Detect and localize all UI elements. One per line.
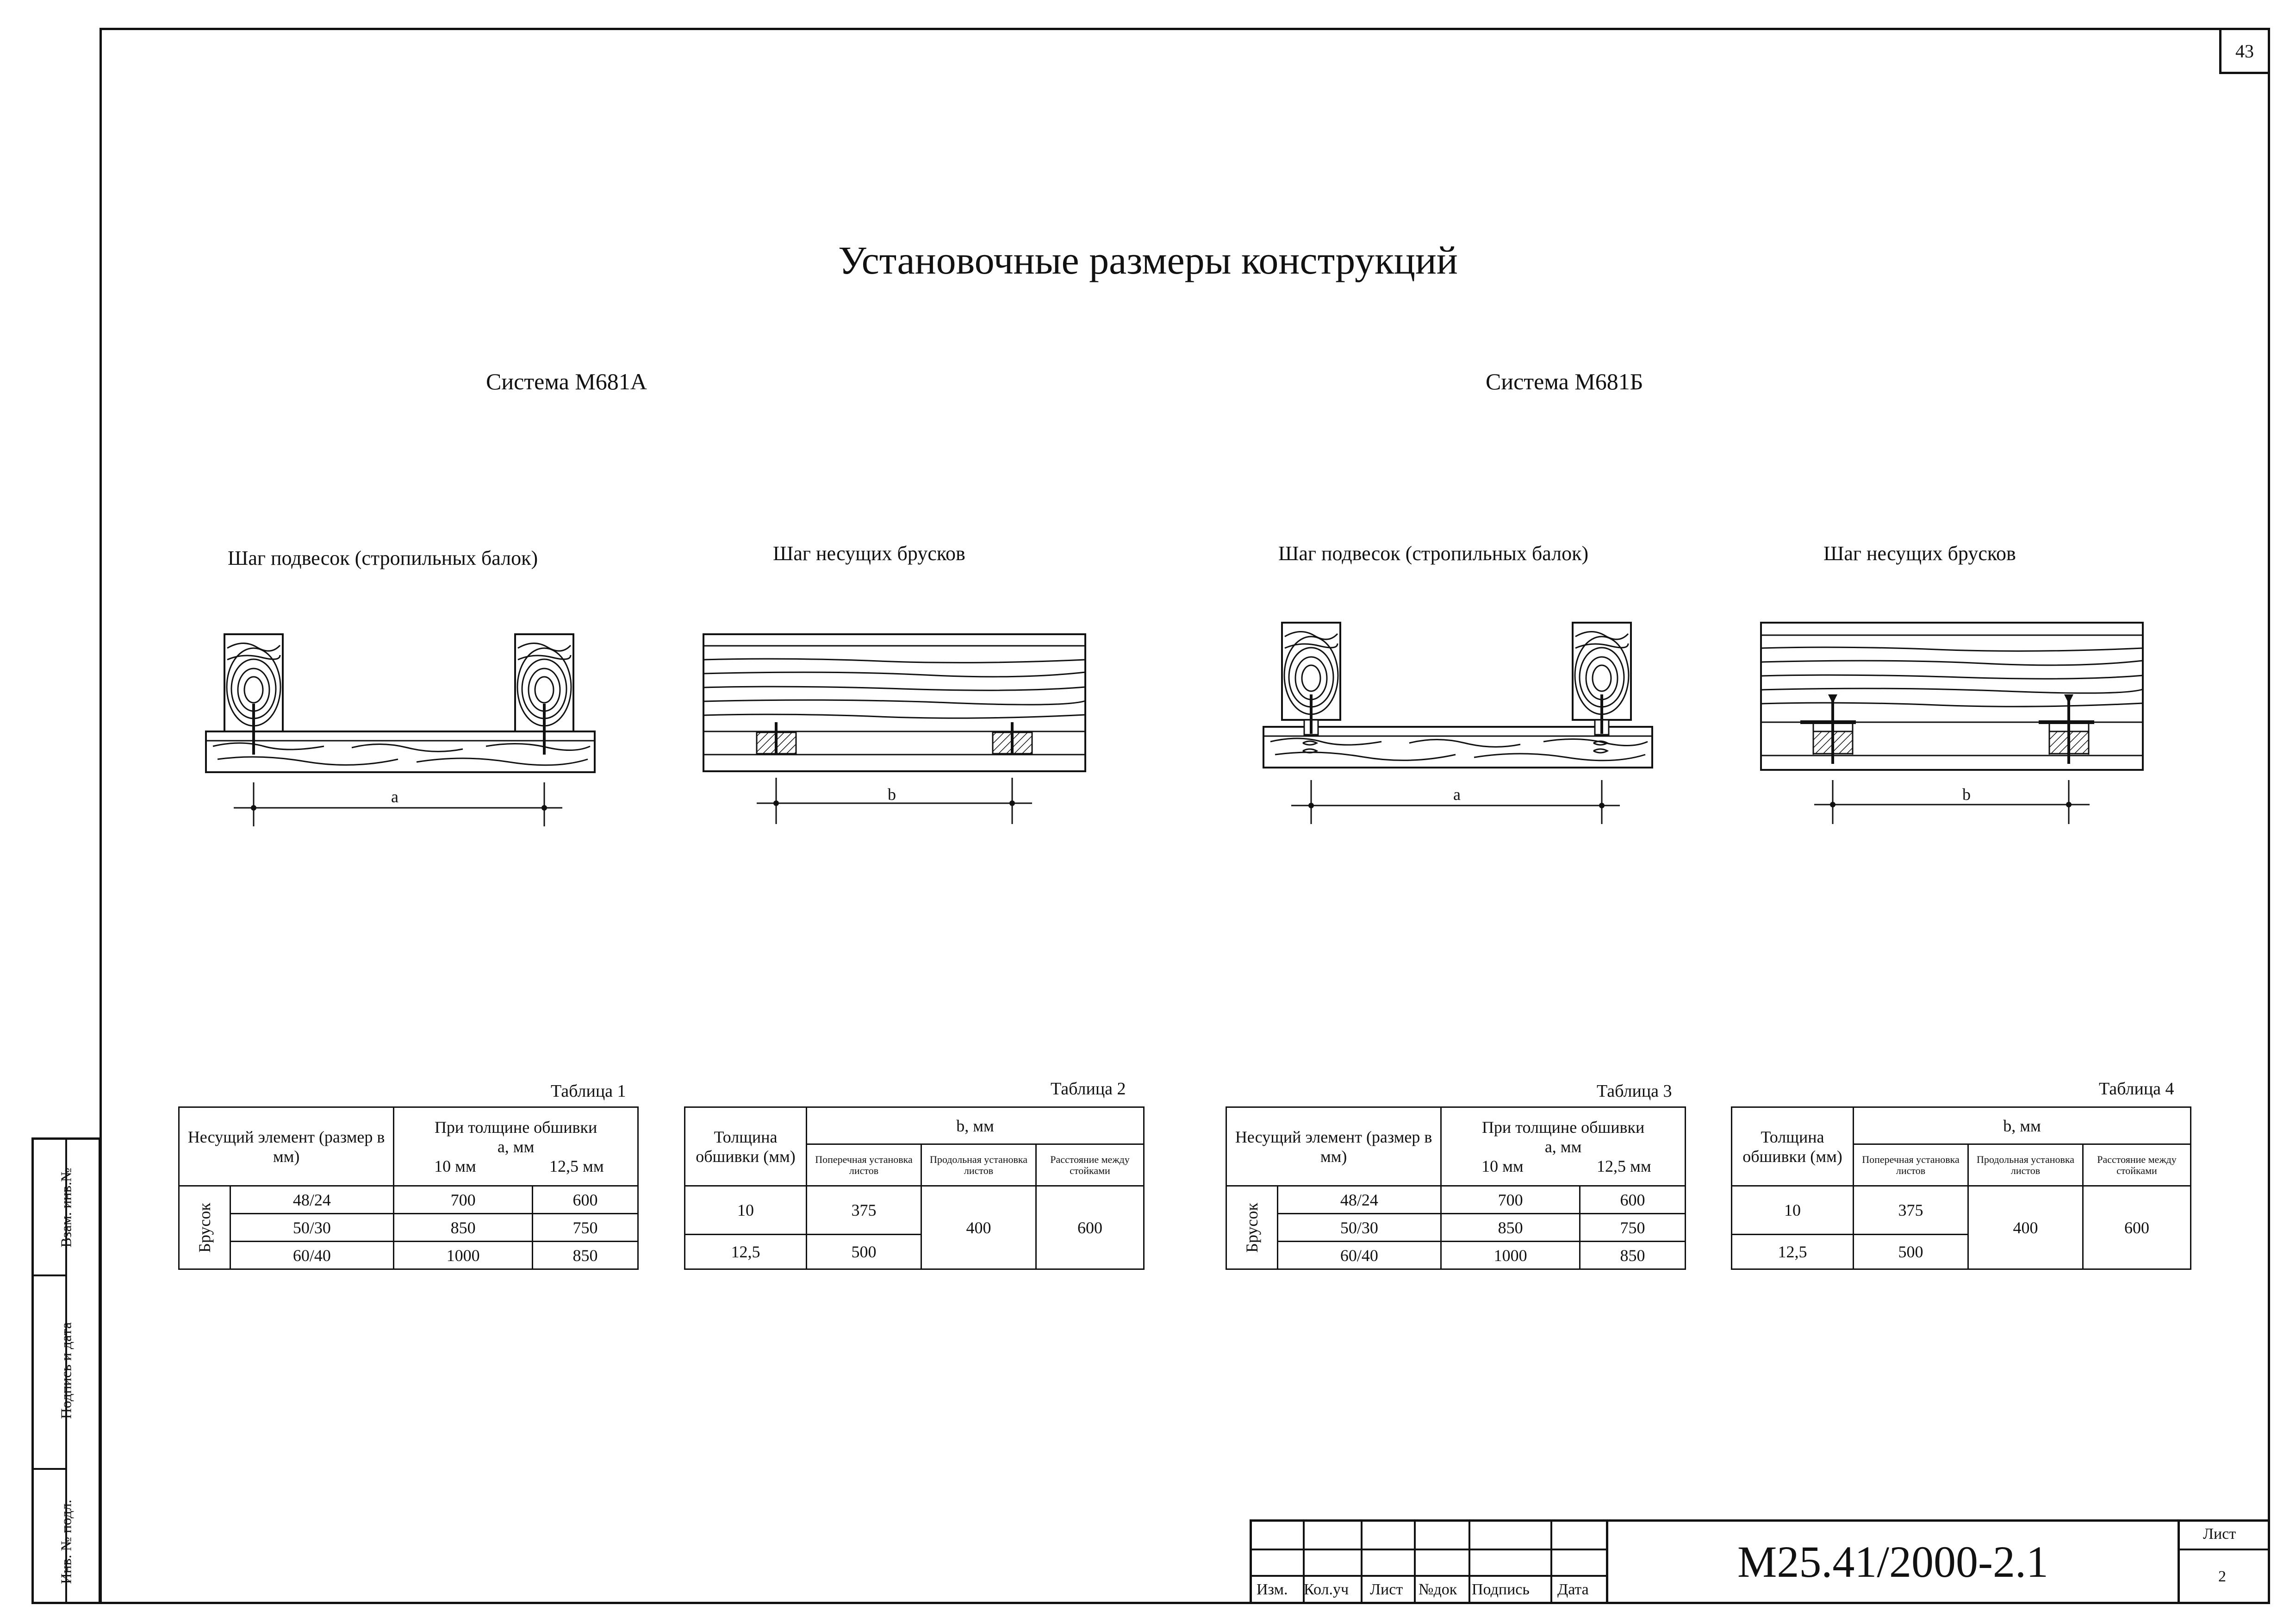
table-3-header-widths: [1442, 1156, 1685, 1176]
table-2-header-thickness: Толщина обшивки (мм): [685, 1107, 807, 1186]
table-3: [1226, 1106, 1686, 1270]
table-1-side-label: Брусок: [195, 1202, 214, 1253]
side-label-inventory: Инв. № подл.: [57, 1499, 75, 1584]
table-3-caption: Таблица 3: [1597, 1081, 1672, 1101]
table-4-cross: 375: [1854, 1186, 1968, 1235]
stamp-col-change: Изм.: [1257, 1581, 1288, 1598]
table-2-header-b: b, мм: [807, 1107, 1144, 1144]
stamp-sheet-label: Лист: [2203, 1525, 2236, 1543]
table-4-header-long: Продольная установка листов: [1968, 1144, 2083, 1186]
table-1-size: 50/30: [230, 1214, 394, 1242]
table-3-header-10: 10 мм: [1481, 1156, 1524, 1175]
table-4: [1731, 1106, 2191, 1270]
table-3-header-thickness-text: При толщине обшивки: [1481, 1118, 1645, 1137]
stamp-hline-1: [1252, 1549, 1608, 1550]
stamp-vline-2: [1361, 1522, 1363, 1604]
table-2-cross: 500: [807, 1235, 921, 1269]
table-2-thick: 10: [685, 1186, 807, 1235]
dim-label-b-1: b: [888, 785, 896, 804]
table-4-header-dist: Расстояние между стойками: [2083, 1144, 2191, 1186]
side-label-signature: Подпись и дата: [57, 1322, 75, 1419]
table-1-size: 60/40: [230, 1242, 394, 1269]
table-1: [178, 1106, 639, 1270]
table-1-size: 48/24: [230, 1186, 394, 1214]
table-2-cross: 375: [807, 1186, 921, 1235]
table-1-header-10: 10 мм: [434, 1156, 476, 1175]
table-2-header-long: Продольная установка листов: [921, 1144, 1036, 1186]
table-1-header-a: а, мм: [497, 1137, 535, 1156]
stamp-col-count: Кол.уч: [1304, 1581, 1349, 1598]
table-1-caption: Таблица 1: [551, 1081, 626, 1101]
stamp-hline-2: [1252, 1575, 1608, 1577]
subhead-hanger-step-a: Шаг подвесок (стропильных балок): [228, 547, 538, 569]
table-3-size: 60/40: [1277, 1242, 1441, 1269]
stamp-col-sheet: Лист: [1370, 1581, 1403, 1598]
dim-label-b-2: b: [1962, 785, 1971, 804]
table-1-v125: 850: [533, 1242, 638, 1269]
stamp-vline-3: [1414, 1522, 1416, 1604]
table-2-long: 400: [921, 1186, 1036, 1269]
table-3-v125: 600: [1580, 1186, 1686, 1214]
table-4-long: 400: [1968, 1186, 2083, 1269]
subhead-hanger-step-b: Шаг подвесок (стропильных балок): [1278, 542, 1589, 565]
dim-label-a-1: a: [391, 787, 398, 806]
table-2-dist: 600: [1036, 1186, 1144, 1269]
system-label-b: Система М681Б: [1486, 369, 1643, 394]
side-label-replace: Взам. инв.№: [57, 1168, 75, 1248]
table-4-header-cross: Поперечная установка листов: [1854, 1144, 1968, 1186]
table-3-size: 50/30: [1277, 1214, 1441, 1242]
table-1-v10: 700: [394, 1186, 533, 1214]
stamp-col-docnum: №док: [1419, 1581, 1457, 1598]
drawing-batten-step-b: [1761, 623, 2143, 824]
table-3-size: 48/24: [1277, 1186, 1441, 1214]
table-2-header-dist: Расстояние между стойками: [1036, 1144, 1144, 1186]
stamp-col-date: Дата: [1557, 1581, 1589, 1598]
table-3-header-a: а, мм: [1544, 1137, 1582, 1156]
table-3-header-element: Несущий элемент (размер в мм): [1226, 1107, 1441, 1186]
table-1-header-element: Несущий элемент (размер в мм): [179, 1107, 394, 1186]
table-1-side-cell: [179, 1186, 230, 1269]
table-1-v125: 750: [533, 1214, 638, 1242]
table-1-v10: 850: [394, 1214, 533, 1242]
drawing-hanger-step-a: [206, 634, 595, 826]
table-4-header-thickness: Толщина обшивки (мм): [1732, 1107, 1854, 1186]
table-1-v125: 600: [533, 1186, 638, 1214]
table-4-dist: 600: [2083, 1186, 2191, 1269]
table-3-v125: 750: [1580, 1214, 1686, 1242]
table-1-header-125: 12,5 мм: [549, 1156, 604, 1175]
table-4-thick: 10: [1732, 1186, 1854, 1235]
table-2: [684, 1106, 1145, 1270]
stamp-hline-sheet: [2178, 1549, 2270, 1550]
table-3-v10: 850: [1441, 1214, 1580, 1242]
table-2-thick: 12,5: [685, 1235, 807, 1269]
table-3-header-125: 12,5 мм: [1597, 1156, 1651, 1175]
table-4-cross: 500: [1854, 1235, 1968, 1269]
table-3-side-cell: [1226, 1186, 1278, 1269]
table-1-header-thickness: [394, 1107, 638, 1186]
table-2-caption: Таблица 2: [1051, 1079, 1126, 1099]
stamp-vline-4: [1468, 1522, 1470, 1604]
table-1-header-widths: [394, 1156, 637, 1176]
table-3-v10: 700: [1441, 1186, 1580, 1214]
stamp-vline-5: [1550, 1522, 1552, 1604]
dim-label-a-2: a: [1453, 785, 1461, 804]
table-1-header-thickness-text: При толщине обшивки: [434, 1118, 597, 1137]
table-4-thick: 12,5: [1732, 1235, 1854, 1269]
subhead-batten-step-a: Шаг несущих брусков: [773, 542, 965, 565]
stamp-sheet-value: 2: [2218, 1568, 2226, 1585]
table-1-v10: 1000: [394, 1242, 533, 1269]
table-3-v10: 1000: [1441, 1242, 1580, 1269]
table-4-caption: Таблица 4: [2099, 1079, 2174, 1099]
system-label-a: Система М681А: [486, 369, 647, 394]
subhead-batten-step-b: Шаг несущих брусков: [1823, 542, 2016, 565]
page-number: 43: [2219, 28, 2270, 74]
table-3-v125: 850: [1580, 1242, 1686, 1269]
table-3-header-thickness: [1441, 1107, 1686, 1186]
table-4-header-b: b, мм: [1854, 1107, 2191, 1144]
table-2-header-cross: Поперечная установка листов: [807, 1144, 921, 1186]
table-3-side-label: Брусок: [1242, 1202, 1261, 1253]
stamp-col-signature: Подпись: [1472, 1581, 1530, 1598]
document-number: М25.41/2000-2.1: [1737, 1537, 2048, 1587]
page-title: Установочные размеры конструкций: [838, 238, 1458, 282]
